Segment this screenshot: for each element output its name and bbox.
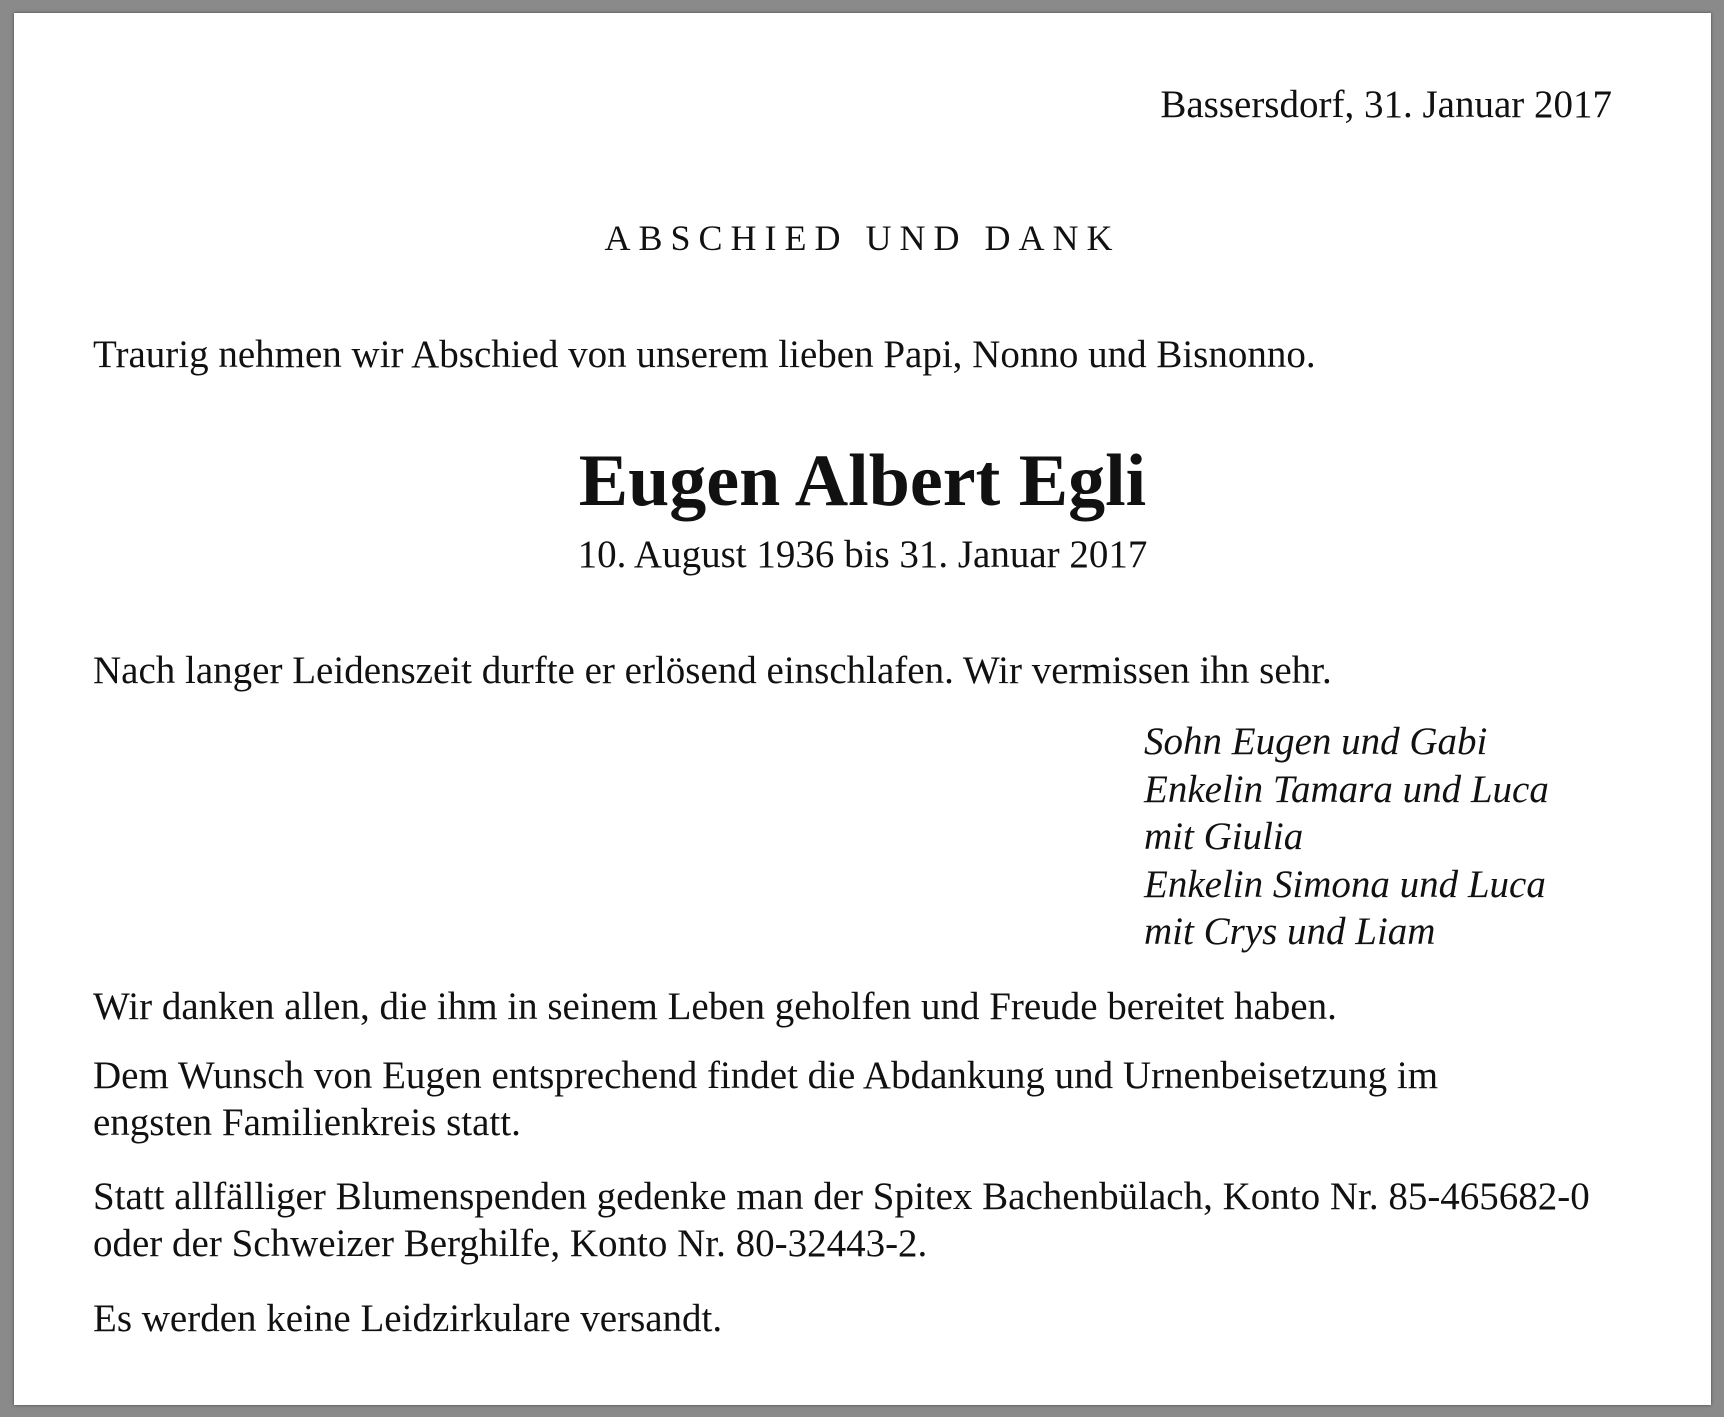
family-line: mit Giulia <box>1144 815 1304 858</box>
obituary-notice <box>14 13 1711 1405</box>
place-date: Bassersdorf, 31. Januar 2017 <box>1160 83 1612 126</box>
donation-line: oder der Schweizer Berghilfe, Konto Nr. 80-32443-2. <box>93 1222 928 1265</box>
family-line: Enkelin Tamara und Luca <box>1144 767 1549 811</box>
donation-line: Statt allfälliger Blumenspenden gedenke man der Spitex Bachenbülach, Konto Nr. 85-465682-0 <box>93 1175 1590 1218</box>
life-dates: 10. August 1936 bis 31. Januar 2017 <box>577 533 1148 576</box>
funeral-wish-line: engsten Familienkreis statt. <box>93 1101 521 1144</box>
family-line: mit Crys und Liam <box>1144 910 1436 953</box>
family-signatures <box>1144 718 1549 956</box>
passing-text: Nach langer Leidenszeit durfte er erlösend einschlafen. Wir vermissen ihn sehr. <box>93 649 1332 692</box>
thanks-text: Wir danken allen, die ihm in seinem Leben geholfen und Freude bereitet haben. <box>93 985 1337 1028</box>
notice-heading: ABSCHIED UND DANK <box>604 218 1121 258</box>
funeral-wish-line: Dem Wunsch von Eugen entsprechend findet die Abdankung und Urnenbeisetzung im <box>93 1054 1439 1097</box>
deceased-name: Eugen Albert Egli <box>578 440 1147 522</box>
family-line: Sohn Eugen und Gabi <box>1144 720 1488 763</box>
funeral-wish-text <box>93 1052 1438 1146</box>
family-line: Enkelin Simona und Luca <box>1144 862 1546 906</box>
intro-text: Traurig nehmen wir Abschied von unserem lieben Papi, Nonno und Bisnonno. <box>93 333 1316 376</box>
donation-text <box>93 1173 1590 1267</box>
no-circulars-text: Es werden keine Leidzirkulare versandt. <box>93 1297 723 1340</box>
